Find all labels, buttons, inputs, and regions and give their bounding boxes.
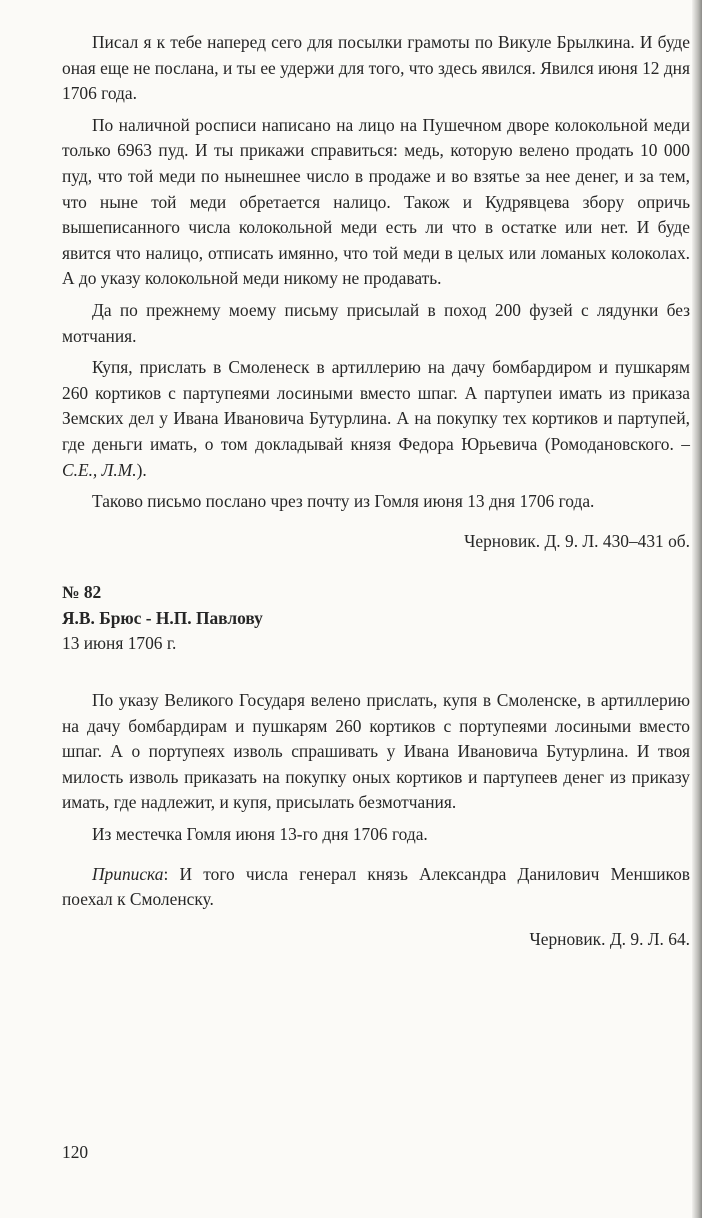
archive-reference: Черновик. Д. 9. Л. 64. bbox=[529, 928, 690, 949]
letter-paragraph: Таково письмо послано чрез почту из Гомля июня 13 дня 1706 года. bbox=[92, 491, 595, 512]
document-header bbox=[62, 580, 690, 657]
archive-reference: Черновик. Д. 9. Л. 430–431 об. bbox=[464, 530, 690, 551]
letter-paragraph: Писал я к тебе наперед сего для посылки грамоты по Викуле Брылкина. И буде оная еще не послана, и ты ее удержи для того, что здесь явился. Явился июня 12 дня 1706 года. bbox=[62, 32, 690, 104]
letter-paragraph: Да по прежнему моему письму присылай в поход 200 фузей с лядунки без мотчания. bbox=[62, 299, 690, 346]
document-date: 13 июня 1706 г. bbox=[62, 633, 177, 654]
letter-paragraph bbox=[62, 355, 690, 483]
letter-paragraph: Из местечка Гомля июня 13-го дня 1706 года. bbox=[92, 824, 428, 845]
document-number: № 82 bbox=[62, 582, 102, 603]
postscript-label: Приписка bbox=[92, 863, 164, 884]
document-body bbox=[62, 688, 690, 952]
page-edge-shadow bbox=[692, 0, 702, 1218]
page-number: 120 bbox=[62, 1142, 89, 1162]
letter-text-end: ). bbox=[136, 459, 147, 480]
page-body bbox=[62, 30, 690, 952]
document-title: Я.В. Брюс - Н.П. Павлову bbox=[62, 607, 263, 628]
letter-paragraph: По наличной росписи написано на лицо на Пушечном дворе колокольной меди только 6963 пуд. И ты прикажи справиться: медь, которую велено продать 10 000 пуд, что той меди по нынешнее число в продаже и во взятье за нее денег, и за тем, что ныне той меди обретается налицо. Також и Кудрявцева збору опричь вышеписанного числа колокольной меди есть ли что в остатке или нет. И буде явится что налицо, отписать имянно, что той меди в целых или ломаных колоколах. А до указу колокольной меди никому не продавать. bbox=[62, 114, 690, 289]
postscript-text: : И того числа генерал князь Александра Данилович Меншиков поехал к Смоленску. bbox=[62, 863, 690, 910]
postscript-paragraph bbox=[62, 862, 690, 913]
editors-initials: С.Е., Л.М. bbox=[62, 459, 137, 480]
letter-paragraph: По указу Великого Государя велено прислать, купя в Смоленске, в артиллерию на дачу бомбардирам и пушкарям 260 кортиков с портупеями лосиными вместо шпаг. А о портупеях изволь спрашивать у Ивана Ивановича Бутурлина. И твоя милость изволь приказать на покупку оных кортиков и партупеев денег из приказу имать, где надлежит, и купя, присылать безмотчания. bbox=[62, 690, 690, 813]
letter-text: Купя, прислать в Смоленеск в артиллерию на дачу бомбардиром и пушкарям 260 кортиков с партупеями лосиными вместо шпаг. А партупеи имать из приказа Земских дел у Ивана Ивановича Бутурлина. А на покупку тех кортиков и партупей, где деньги имать, о том докладывай князя Федора Юрьевича (Ромодановского. – bbox=[62, 357, 690, 454]
